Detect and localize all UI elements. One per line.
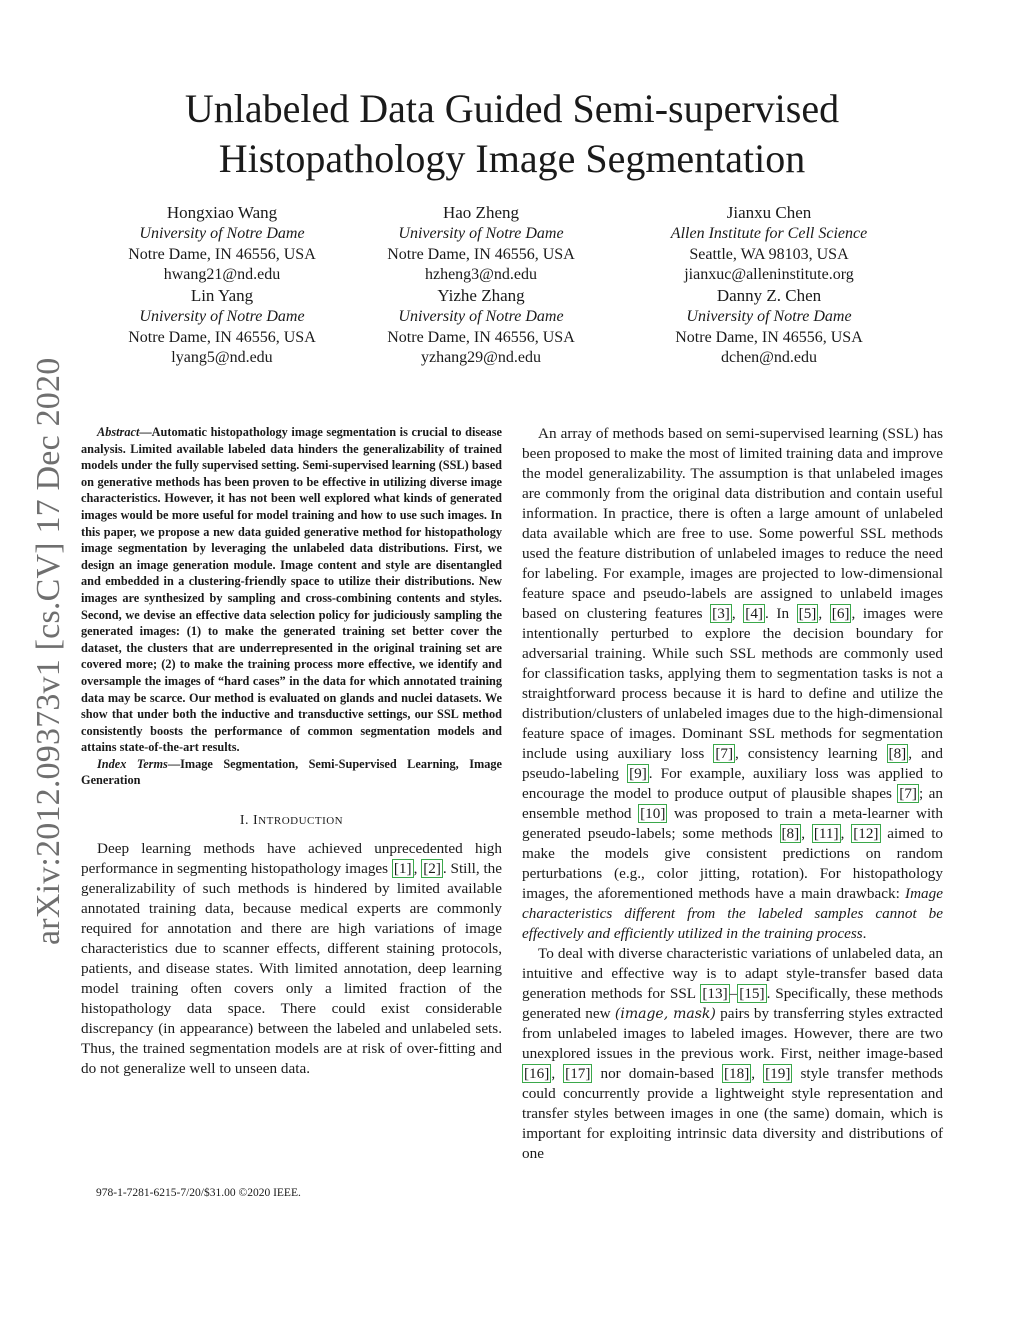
author-block	[72, 286, 372, 369]
citation-link[interactable]: [4]	[745, 605, 763, 622]
citation-link[interactable]: [10]	[640, 805, 666, 822]
citation-link[interactable]: [19]	[765, 1065, 791, 1082]
author-name: Hongxiao Wang	[166, 203, 278, 222]
abstract-label: Abstract	[97, 425, 140, 439]
citation-link[interactable]: [5]	[798, 605, 817, 622]
math-image-mask: (image, mask)	[614, 1006, 716, 1022]
section-heading-introduction: I. INTRODUCTION	[239, 813, 344, 829]
author-address: Seattle, WA 98103, USA	[689, 245, 849, 263]
author-name: Lin Yang	[190, 286, 254, 305]
author-address: Notre Dame, IN 46556, USA	[387, 245, 575, 263]
citation-link[interactable]: [15]	[739, 985, 765, 1002]
citation-link[interactable]: [13]	[702, 985, 728, 1002]
index-terms-label: Index Terms	[97, 756, 168, 771]
paragraph-style-transfer: To deal with diverse characteristic variations of unlabeled data, an intuitive and effective way is to adapt style-transfer based data generation methods for SSL [13] – [15] . Specifically, these methods generated new (image, mask) pairs by transferring styles extracted from unlabeled images to labeled images. However, there are two unexplored issues in the previous work. First, neither image-based [16] , [17] nor domain-based [18] , [19] style transfer methods could concurrently provide a lightweight style representation and transfer styles between images in one (the same) domain, which is important for exploiting intrinsic data diversity and distributions of one	[522, 945, 944, 1162]
title-line-2: Histopathology Image Segmentation	[218, 136, 806, 181]
author-address: Notre Dame, IN 46556, USA	[387, 328, 575, 346]
citation-link[interactable]: [17]	[565, 1065, 591, 1082]
author-affiliation: University of Notre Dame	[398, 307, 564, 325]
citation-link[interactable]: [8]	[888, 745, 907, 762]
author-block	[72, 203, 372, 286]
left-column	[81, 424, 502, 1079]
citation-link[interactable]: [6]	[831, 605, 850, 622]
arxiv-identifier: arXiv:2012.09373v1 [cs.CV] 17 Dec 2020	[30, 357, 67, 945]
author-email: hwang21@nd.edu	[163, 266, 281, 284]
copyright-notice: 978-1-7281-6215-7/20/$31.00 ©2020 IEEE.	[96, 1187, 301, 1199]
author-email: dchen@nd.edu	[720, 349, 818, 367]
author-affiliation: University of Notre Dame	[398, 224, 564, 242]
author-email: jianxuc@alleninstitute.org	[684, 266, 854, 284]
citation-link[interactable]: [18]	[723, 1065, 750, 1082]
index-terms-text: —Image Segmentation, Semi-Supervised Learning, Image Generation	[81, 756, 502, 788]
author-email: yzhang29@nd.edu	[420, 349, 542, 367]
citation-link[interactable]: [9]	[629, 765, 647, 782]
author-block	[331, 203, 631, 286]
abstract	[81, 424, 502, 789]
author-block	[619, 203, 919, 286]
author-block	[331, 286, 631, 369]
citation-link[interactable]: [1]	[393, 860, 412, 878]
right-column	[522, 424, 943, 1164]
author-name: Hao Zheng	[442, 203, 519, 222]
citation-link[interactable]: [2]	[423, 860, 441, 878]
author-address: Notre Dame, IN 46556, USA	[675, 328, 863, 346]
introduction-paragraph: Deep learning methods have achieved unprecedented high performance in segmenting histopathology images [1] , [2] . Still, the generalizability of such methods is hindered by limited available annotated training data, because medical experts are commonly required for annotation and there are high variations of image characteristics due to scanner effects, different staining protocols, patients, and disease states. With limited annotation, deep learning model training often covers only a limited fraction of the histopathology data space. There could exist considerable discrepancy (in appearance) between the labeled and unlabeled sets. Thus, the trained segmentation models are at risk of over-fitting and do not generalize well to unseen data.	[81, 840, 502, 1078]
author-affiliation: University of Notre Dame	[139, 307, 305, 325]
author-address: Notre Dame, IN 46556, USA	[128, 328, 316, 346]
author-affiliation: University of Notre Dame	[139, 224, 305, 242]
citation-link[interactable]: [12]	[853, 825, 879, 842]
citation-link[interactable]: [8]	[781, 825, 800, 842]
author-email: lyang5@nd.edu	[171, 349, 273, 367]
author-block	[619, 286, 919, 369]
author-email: hzheng3@nd.edu	[424, 266, 538, 284]
author-affiliation: Allen Institute for Cell Science	[670, 224, 868, 242]
abstract-text: —Automatic histopathology image segmentation is crucial to disease analysis. Limited available labeled data hinders the generalizability of trained models under the fully supervised setting. Semi-supervised learning (SSL) based on generative methods has been proven to be effective in utilizing diverse image characteristics. However, it has not been well explored what kinds of generated images would be more useful for model training and how to use such images. In this paper, we propose a new data guided generative method for histopathology image segmentation by leveraging the unlabeled data distributions. First, we design an image generation module. Image content and style are disentangled and embedded in a clustering-friendly space to utilize their distributions. New images are synthesized by sampling and cross-combining contents and styles. Second, we devise an effective data selection policy for judiciously sampling the generated images: (1) to make the generated training set better cover the dataset, the clusters that are underrepresented in the original training set are covered more; (2) to make the training process more effective, we identify and oversample the images of “hard cases” in the data for which annotated training data may be scarce. Our method is evaluated on glands and nuclei datasets. We show that under both the inductive and transductive settings, our SSL method consistently boosts the performance of common segmentation models and attains state-of-the-art results.	[81, 425, 502, 755]
citation-link[interactable]: [3]	[712, 605, 730, 622]
body-paragraphs	[522, 424, 943, 1164]
author-name: Yizhe Zhang	[437, 286, 525, 305]
author-name: Danny Z. Chen	[716, 286, 822, 305]
citation-link[interactable]: [11]	[813, 825, 839, 842]
paragraph-ssl: An array of methods based on semi-supervised learning (SSL) has been proposed to make the most of limited training data and improve the model generalizability. The assumption is that unlabeled images are commonly from the original data distribution and contain useful information. In practice, there is often a large amount of unlabeled data available which are free to use. Some powerful SSL methods used the feature distribution of unlabeled images to reduce the need for labeling. For example, images are projected to low-dimensional feature space and pseudo-labels are assigned to unlabeld images based on clustering features [3] , [4] . In [5] , [6] , images were intentionally perturbed to explore the decision boundary for adversarial training. While such SSL methods are commonly used for classification tasks, applying them to segmentation tasks is not a straightforward process because it is hard to define and utilize the distribution/clusters of unlabeled images due to the high-dimensional feature space of images. Dominant SSL methods for segmentation include using auxiliary loss [7] , consistency learning [8] , and pseudo-labeling [9] . For example, auxiliary loss was applied to encourage the model to produce output of plausible shapes [7] ; an ensemble method [10] was proposed to train a meta-learner with generated pseudo-labels; some methods [8] , [11] , [12] aimed to make the models give consistent predictions on random perturbations (e.g., color jitting, rotation). For histopathology images, the aforementioned methods have a main drawback: Image characteristics different from the labeled samples cannot be effectively and efficiently utilized in the training process.	[522, 425, 944, 942]
emphasis-drawback: Image characteristics different from the labeled samples cannot be effectively and efficiently utilized in the training process	[522, 885, 943, 942]
paper-title	[80, 84, 944, 184]
author-name: Jianxu Chen	[726, 203, 812, 222]
title-line-1: Unlabeled Data Guided Semi-supervised	[184, 86, 840, 131]
author-affiliation: University of Notre Dame	[686, 307, 852, 325]
citation-link[interactable]: [7]	[899, 785, 917, 802]
author-address: Notre Dame, IN 46556, USA	[128, 245, 316, 263]
citation-link[interactable]: [7]	[715, 745, 734, 762]
citation-link[interactable]: [16]	[524, 1065, 550, 1082]
